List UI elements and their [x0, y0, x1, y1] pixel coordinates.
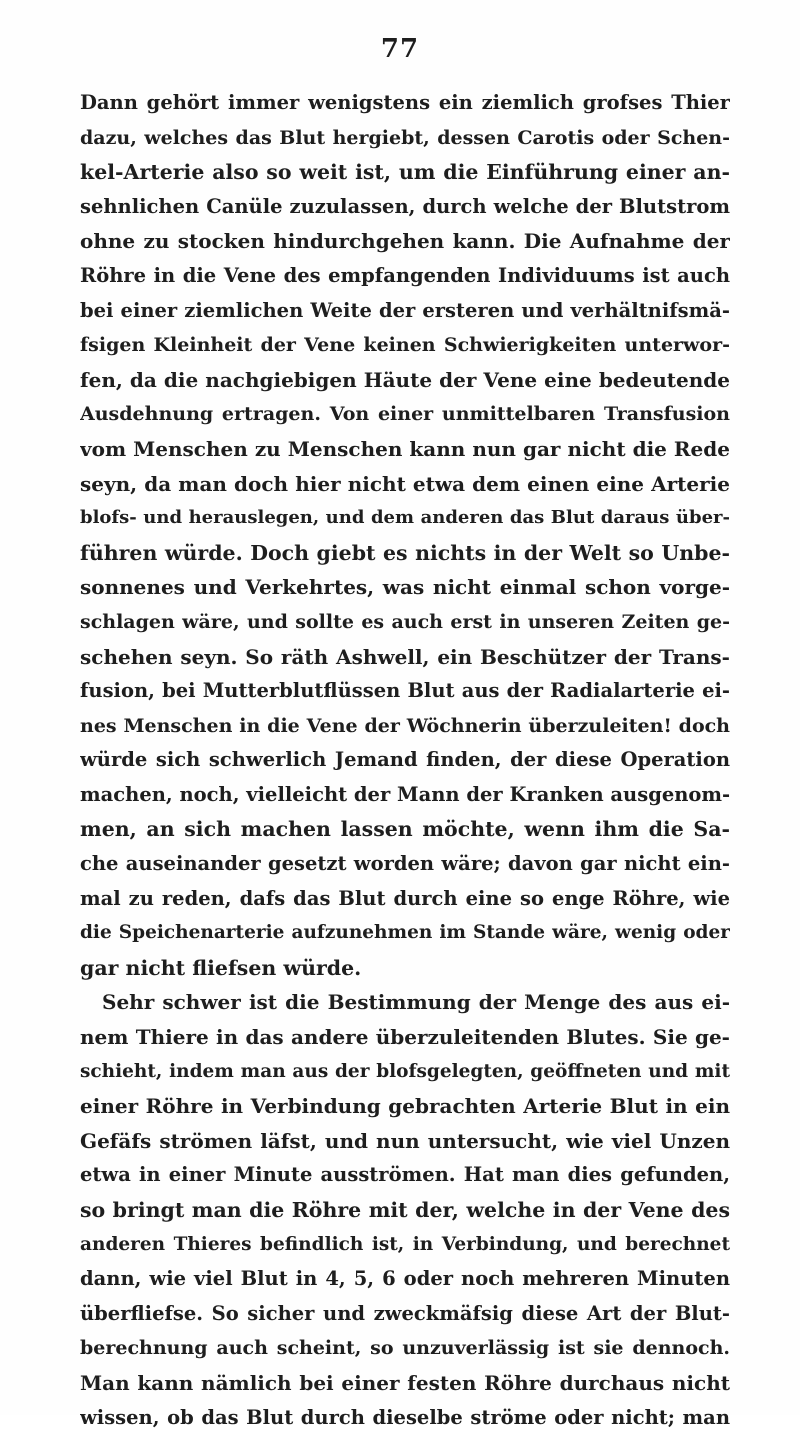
text-line: nes Menschen in die Vene der Wöchnerin überzuleiten! doch: [80, 714, 730, 737]
text-line: Gefäfs strömen läfst, und nun untersucht, wie viel Unzen: [80, 1128, 730, 1153]
text-line: mal zu reden, dafs das Blut durch eine so enge Röhre, wie: [80, 886, 730, 910]
text-line: sehnlichen Canüle zuzulassen, durch welche der Blutstrom: [80, 194, 730, 218]
text-line: Ausdehnung ertragen. Von einer unmittelbaren Transfusion: [80, 403, 730, 426]
text-line: fsigen Kleinheit der Vene keinen Schwierigkeiten unterwor-: [80, 334, 730, 357]
text-line: Dann gehört immer wenigstens ein ziemlich grofses Thier: [80, 91, 730, 114]
text-line: blofs- und herauslegen, und dem anderen das Blut daraus über-: [80, 507, 730, 529]
text-line: würde sich schwerlich Jemand finden, der diese Operation: [80, 748, 730, 772]
page-number: 77: [380, 34, 420, 64]
text-line: führen würde. Doch giebt es nichts in der Welt so Unbe-: [80, 540, 730, 565]
text-line: fen, da die nachgiebigen Häute der Vene eine bedeutende: [80, 367, 730, 392]
text-line: einer Röhre in Verbindung gebrachten Arterie Blut in ein: [80, 1094, 730, 1119]
text-line: dazu, welches das Blut hergiebt, dessen Carotis oder Schen-: [80, 126, 730, 149]
text-line: so bringt man die Röhre mit der, welche in der Vene des: [80, 1198, 730, 1222]
text-line: anderen Thieres befindlich ist, in Verbindung, und berechnet: [80, 1233, 730, 1255]
paragraph-first-line: Sehr schwer ist die Bestimmung der Menge des aus ei-: [102, 990, 730, 1015]
text-line: sonnenes und Verkehrtes, was nicht einmal schon vorge-: [80, 575, 730, 600]
text-line: nem Thiere in das andere überzuleitenden Blutes. Sie ge-: [80, 1025, 730, 1050]
text-line: berechnung auch scheint, so unzuverlässig ist sie dennoch.: [80, 1337, 730, 1360]
paragraph-end-line: gar nicht fliefsen würde.: [80, 955, 362, 980]
text-line: dann, wie viel Blut in 4, 5, 6 oder noch mehreren Minuten: [80, 1267, 730, 1291]
text-line: ohne zu stocken hindurchgehen kann. Die Aufnahme der: [80, 229, 730, 254]
text-line: fusion, bei Mutterblutflüssen Blut aus der Radialarterie ei-: [80, 679, 730, 703]
text-line: wissen, ob das Blut durch dieselbe ströme oder nicht; man: [80, 1405, 730, 1429]
text-line: men, an sich machen lassen möchte, wenn ihm die Sa-: [80, 817, 730, 842]
text-line: überfliefse. So sicher und zweckmäfsig diese Art der Blut-: [80, 1301, 730, 1325]
text-line: machen, noch, vielleicht der Mann der Kranken ausgenom-: [80, 782, 730, 806]
text-line: die Speichenarterie aufzunehmen im Stande wäre, wenig oder: [80, 922, 730, 944]
text-line: Röhre in die Vene des empfangenden Individuums ist auch: [80, 263, 730, 287]
text-line: Man kann nämlich bei einer festen Röhre durchaus nicht: [80, 1370, 730, 1395]
text-line: schehen seyn. So räth Ashwell, ein Beschützer der Trans-: [80, 644, 730, 669]
text-line: schieht, indem man aus der blofsgelegten, geöffneten und mit: [80, 1060, 730, 1082]
text-line: schlagen wäre, und sollte es auch erst in unseren Zeiten ge-: [80, 610, 730, 633]
text-line: che auseinander gesetzt worden wäre; davon gar nicht ein-: [80, 852, 730, 876]
body-text: [80, 86, 730, 1435]
text-line: etwa in einer Minute ausströmen. Hat man dies gefunden,: [80, 1163, 730, 1187]
text-line: vom Menschen zu Menschen kann nun gar nicht die Rede: [80, 436, 730, 461]
text-line: bei einer ziemlichen Weite der ersteren und verhältnifsmä-: [80, 298, 730, 322]
text-line: kel-Arterie also so weit ist, um die Einführung einer an-: [80, 160, 730, 185]
text-line: seyn, da man doch hier nicht etwa dem einen eine Arterie: [80, 471, 730, 496]
